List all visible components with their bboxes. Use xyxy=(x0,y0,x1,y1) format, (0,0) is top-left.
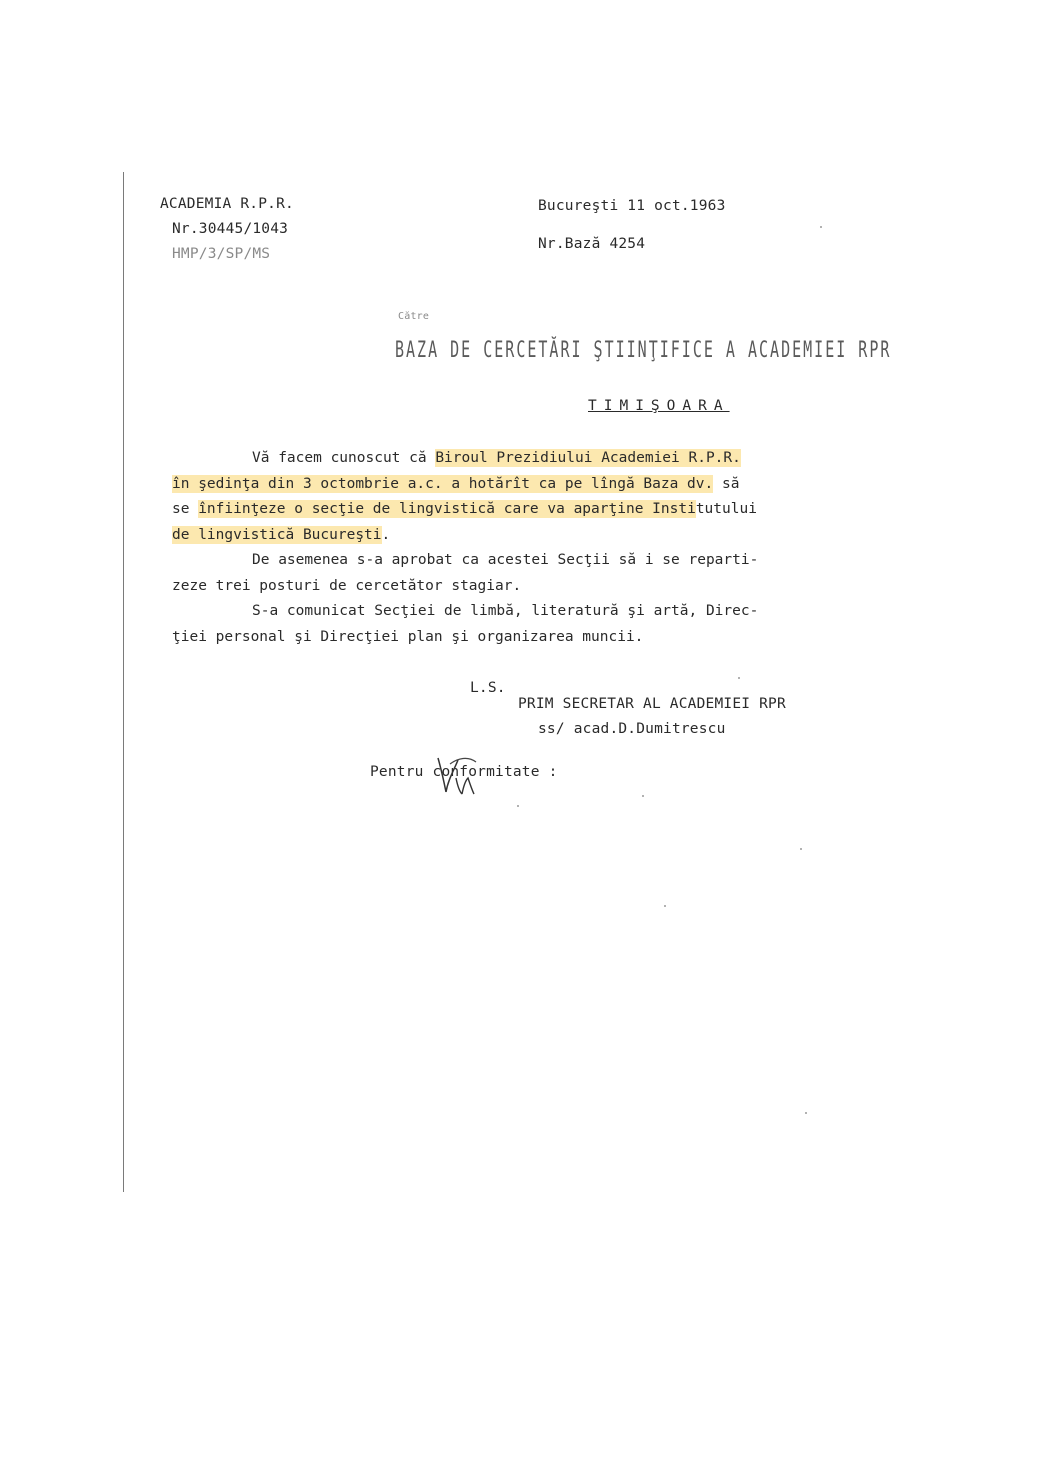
body-line: De asemenea s-a aprobat ca acestei Secţii să i se reparti- xyxy=(252,552,759,568)
highlighted-text: înfiinţeze o secţie de lingvistică care va aparţine Insti xyxy=(198,501,696,517)
scan-speck xyxy=(517,805,519,807)
letter-body xyxy=(172,446,842,650)
destination-line xyxy=(395,336,892,385)
destination-text: BAZA DE CERCETĂRI ŞTIINŢIFICE A ACADEMIEI RPR xyxy=(395,336,892,363)
body-text-span: tutului xyxy=(695,501,757,517)
scan-speck xyxy=(820,226,822,228)
scan-speck xyxy=(738,677,740,679)
body-line xyxy=(172,497,842,523)
body-line xyxy=(172,523,842,549)
reference-code: HMP/3/SP/MS xyxy=(172,246,271,262)
highlighted-text: în şedinţa din 3 octombrie a.c. a hotărît ca pe lîngă Baza dv. xyxy=(172,475,714,492)
body-line: ţiei personal şi Direcţiei plan şi organizarea muncii. xyxy=(172,628,644,645)
signatory-name: ss/ acad.D.Dumitrescu xyxy=(538,721,726,737)
body-line: S-a comunicat Secţiei de limbă, literatură şi artă, Direc- xyxy=(252,603,759,619)
seal-mark: L.S. xyxy=(470,680,506,696)
body-text-span: Vă facem cunoscut că xyxy=(252,450,436,466)
scan-speck xyxy=(642,795,644,797)
page-edge-line xyxy=(123,172,124,1192)
institution-name: ACADEMIA R.P.R. xyxy=(160,196,294,212)
salutation: Către xyxy=(398,311,430,322)
signatory-title: PRIM SECRETAR AL ACADEMIEI RPR xyxy=(518,696,786,712)
body-text-span: se xyxy=(172,501,199,517)
destination-city: TIMIŞOARA xyxy=(588,398,730,414)
registry-number: Nr.30445/1043 xyxy=(172,221,289,237)
body-line: zeze trei posturi de cercetător stagiar. xyxy=(172,577,522,594)
handwritten-initials xyxy=(428,752,482,800)
conformity-note: Pentru conformitate : xyxy=(370,764,558,780)
scan-speck xyxy=(805,1112,807,1114)
highlighted-text: Biroul Prezidiului Academiei R.P.R. xyxy=(435,450,741,466)
body-text-span: . xyxy=(381,526,391,543)
body-text-span: să xyxy=(713,475,740,492)
base-number: Nr.Bază 4254 xyxy=(538,236,646,252)
body-line xyxy=(172,472,842,498)
body-line xyxy=(172,446,842,472)
highlighted-text: de lingvistică Bucureşti xyxy=(172,526,382,543)
scan-speck xyxy=(800,848,802,850)
place-date: Bucureşti 11 oct.1963 xyxy=(538,198,726,214)
scan-speck xyxy=(664,905,666,907)
